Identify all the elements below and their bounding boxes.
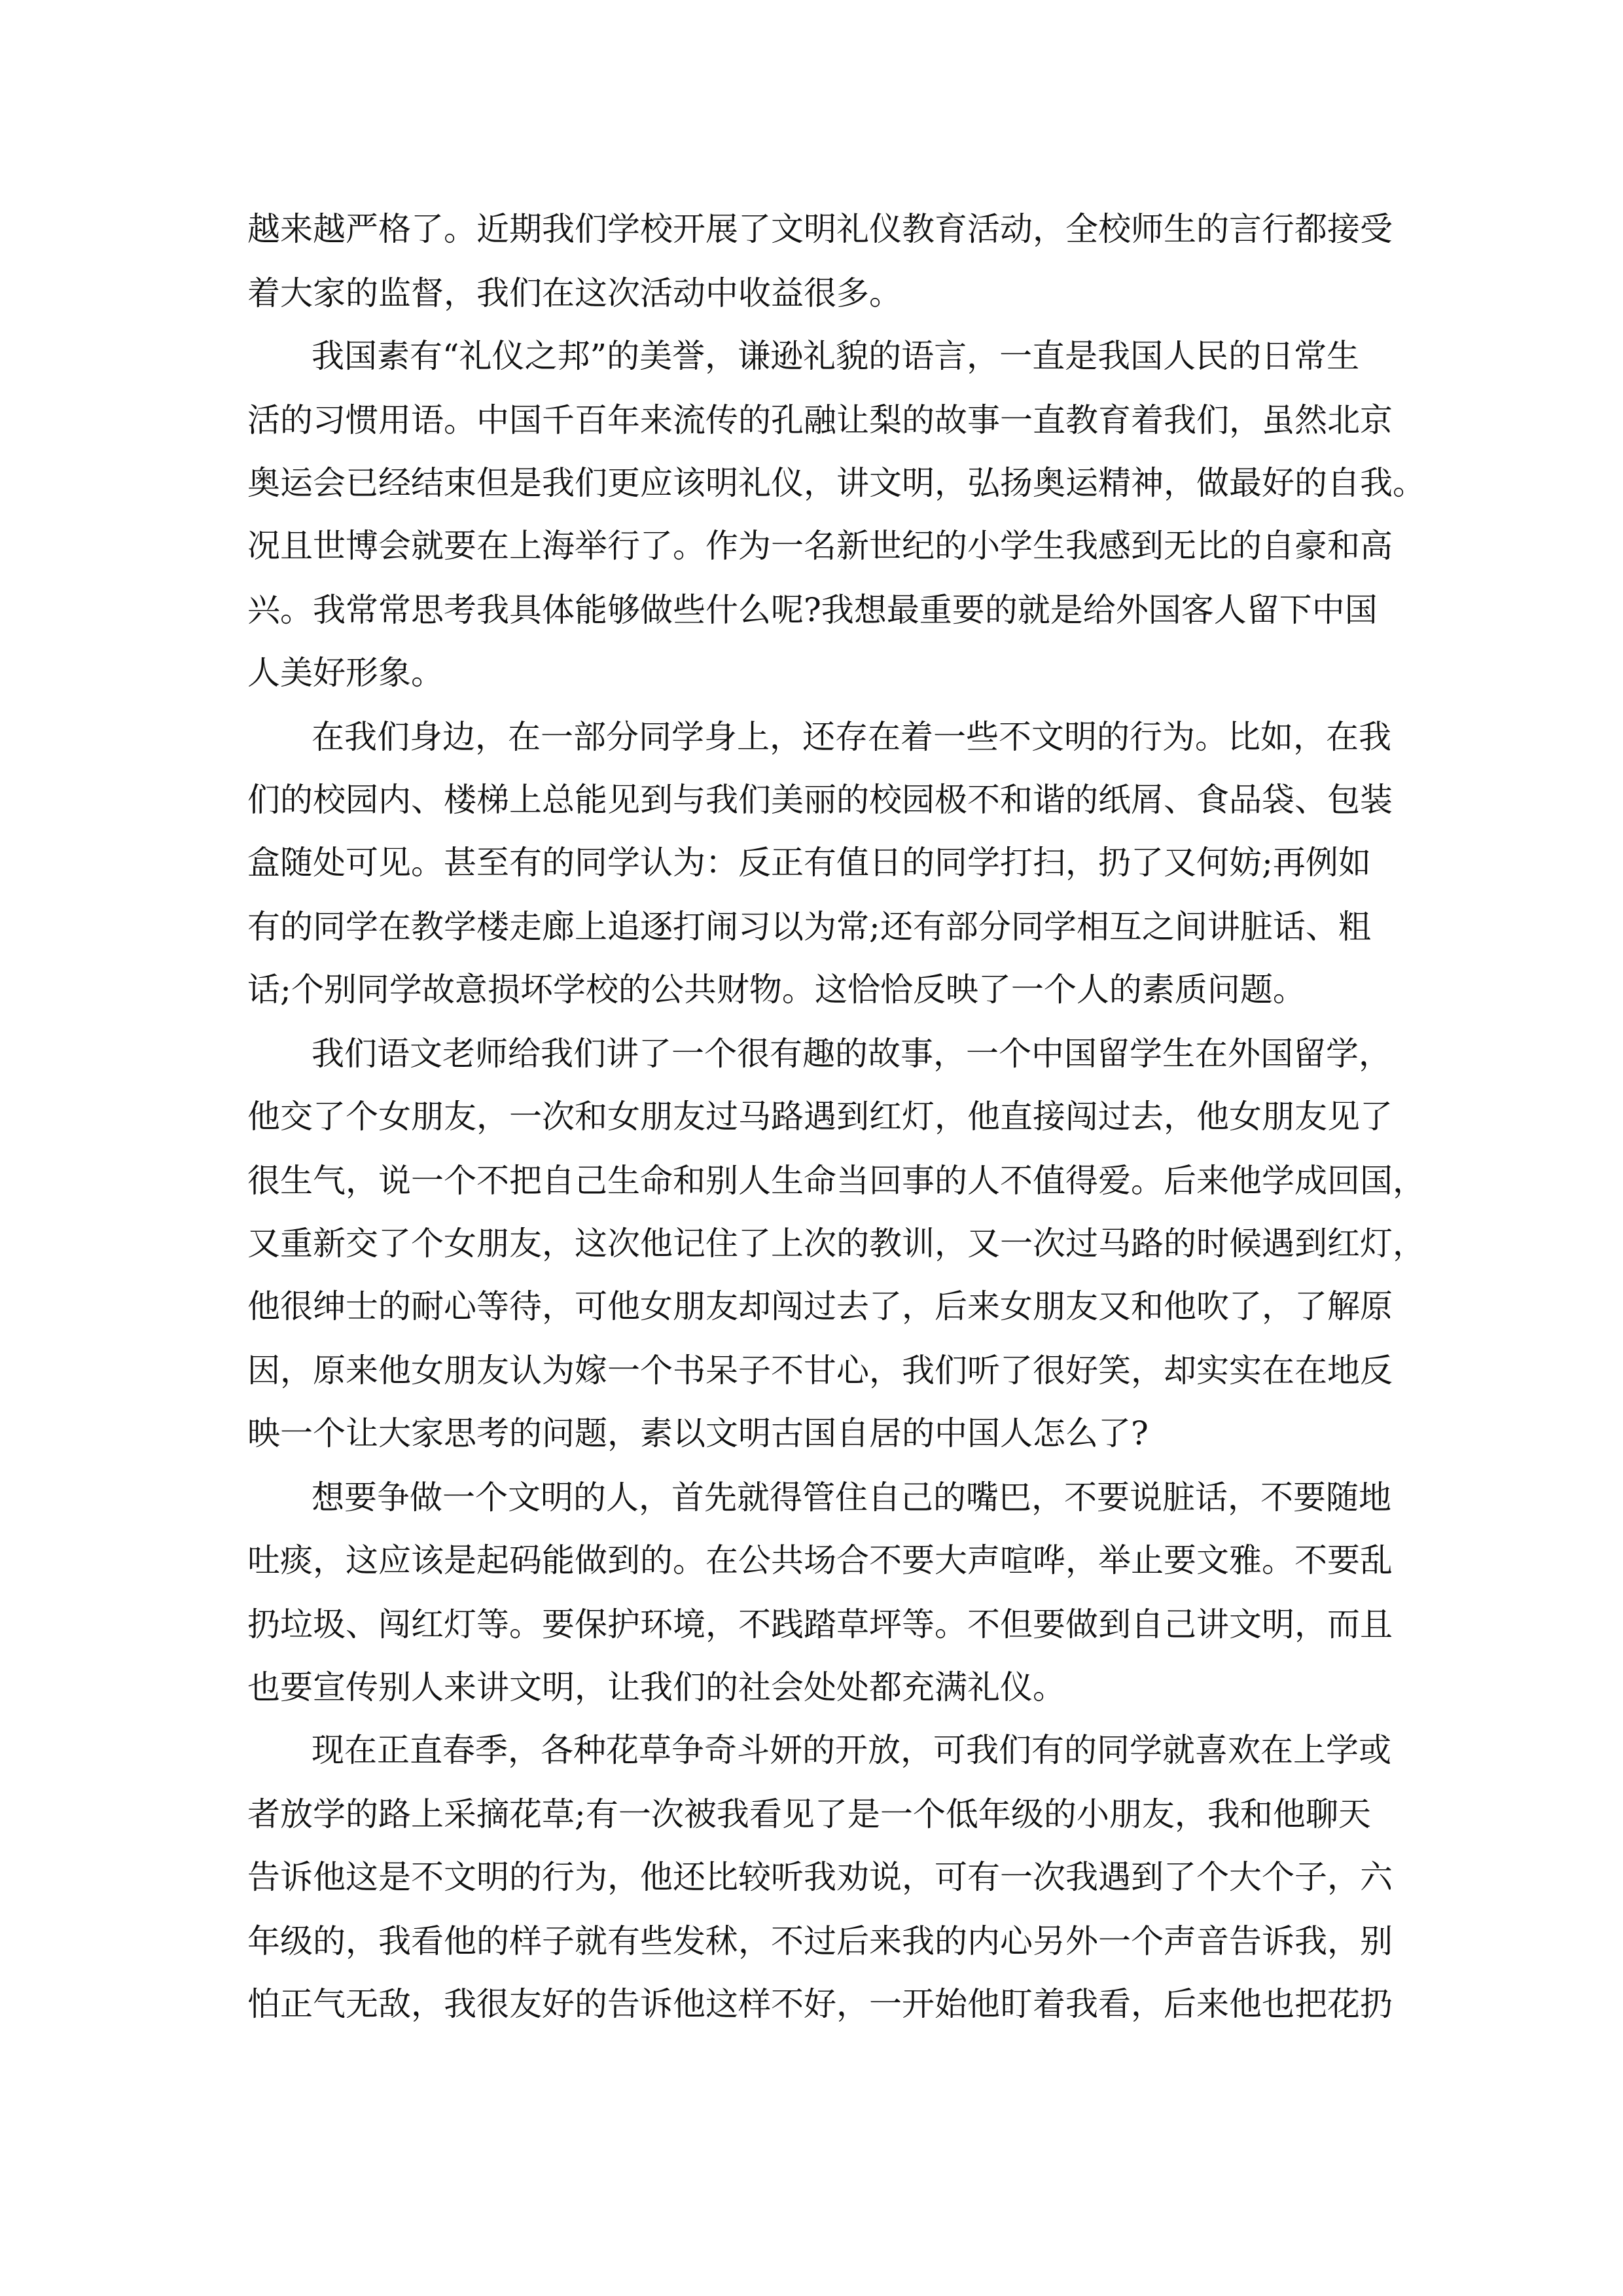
text-line: 话;个别同学故意损坏学校的公共财物。这恰恰反映了一个人的素质问题。 [247, 971, 1306, 1009]
text-line: 人美好形象。 [247, 654, 444, 692]
text-line: 很生气，说一个不把自己生命和别人生命当回事的人不值得爱。后来他学成回国， [247, 1162, 1425, 1200]
text-line: 年级的，我看他的样子就有些发秫，不过后来我的内心另外一个声音告诉我，别 [247, 1922, 1393, 1960]
text-line: 兴。我常常思考我具体能够做些什么呢?我想最重要的就是给外国客人留下中国 [247, 591, 1378, 629]
paragraph-first-line: 现在正直春季，各种花草争奇斗妍的开放，可我们有的同学就喜欢在上学或 [312, 1731, 1391, 1769]
text-line: 奥运会已经结束但是我们更应该明礼仪，讲文明，弘扬奥运精神，做最好的自我。 [247, 464, 1425, 502]
paragraph-first-line: 我国素有“礼仪之邦”的美誉，谦逊礼貌的语言，一直是我国人民的日常生 [312, 337, 1360, 375]
text-line: 们的校园内、楼梯上总能见到与我们美丽的校园极不和谐的纸屑、食品袋、包装 [247, 781, 1393, 819]
text-line: 者放学的路上采摘花草;有一次被我看见了是一个低年级的小朋友，我和他聊天 [247, 1795, 1371, 1833]
text-line: 因，原来他女朋友认为嫁一个书呆子不甘心，我们听了很好笑，却实实在在地反 [247, 1352, 1393, 1390]
text-line: 况且世博会就要在上海举行了。作为一名新世纪的小学生我感到无比的自豪和高 [247, 527, 1393, 565]
text-line: 告诉他这是不文明的行为，他还比较听我劝说，可有一次我遇到了个大个子，六 [247, 1858, 1393, 1896]
text-line: 又重新交了个女朋友，这次他记住了上次的教训，又一次过马路的时候遇到红灯， [247, 1225, 1425, 1263]
paragraph-first-line: 在我们身边，在一部分同学身上，还存在着一些不文明的行为。比如，在我 [312, 718, 1391, 756]
text-line: 怕正气无敌，我很友好的告诉他这样不好，一开始他盯着我看，后来他也把花扔 [247, 1985, 1393, 2023]
text-line: 盒随处可见。甚至有的同学认为：反正有值日的同学打扫，扔了又何妨;再例如 [247, 844, 1371, 882]
paragraph-first-line: 我们语文老师给我们讲了一个很有趣的故事，一个中国留学生在外国留学， [312, 1035, 1391, 1073]
text-line: 活的习惯用语。中国千百年来流传的孔融让梨的故事一直教育着我们，虽然北京 [247, 401, 1393, 439]
text-line: 越来越严格了。近期我们学校开展了文明礼仪教育活动，全校师生的言行都接受 [247, 210, 1393, 248]
text-line: 也要宣传别人来讲文明，让我们的社会处处都充满礼仪。 [247, 1668, 1065, 1706]
paragraph-first-line: 想要争做一个文明的人，首先就得管住自己的嘴巴，不要说脏话，不要随地 [312, 1479, 1391, 1516]
text-line: 有的同学在教学楼走廊上追逐打闹习以为常;还有部分同学相互之间讲脏话、粗 [247, 908, 1371, 946]
text-line: 扔垃圾、闯红灯等。要保护环境，不践踏草坪等。不但要做到自己讲文明，而且 [247, 1605, 1393, 1643]
text-line: 映一个让大家思考的问题，素以文明古国自居的中国人怎么了? [247, 1414, 1149, 1452]
text-line: 吐痰，这应该是起码能做到的。在公共场合不要大声喧哗，举止要文雅。不要乱 [247, 1541, 1393, 1579]
text-line: 他交了个女朋友，一次和女朋友过马路遇到红灯，他直接闯过去，他女朋友见了 [247, 1098, 1393, 1136]
text-line: 他很绅士的耐心等待，可他女朋友却闯过去了，后来女朋友又和他吹了，了解原 [247, 1287, 1393, 1325]
text-line: 着大家的监督，我们在这次活动中收益很多。 [247, 274, 902, 312]
